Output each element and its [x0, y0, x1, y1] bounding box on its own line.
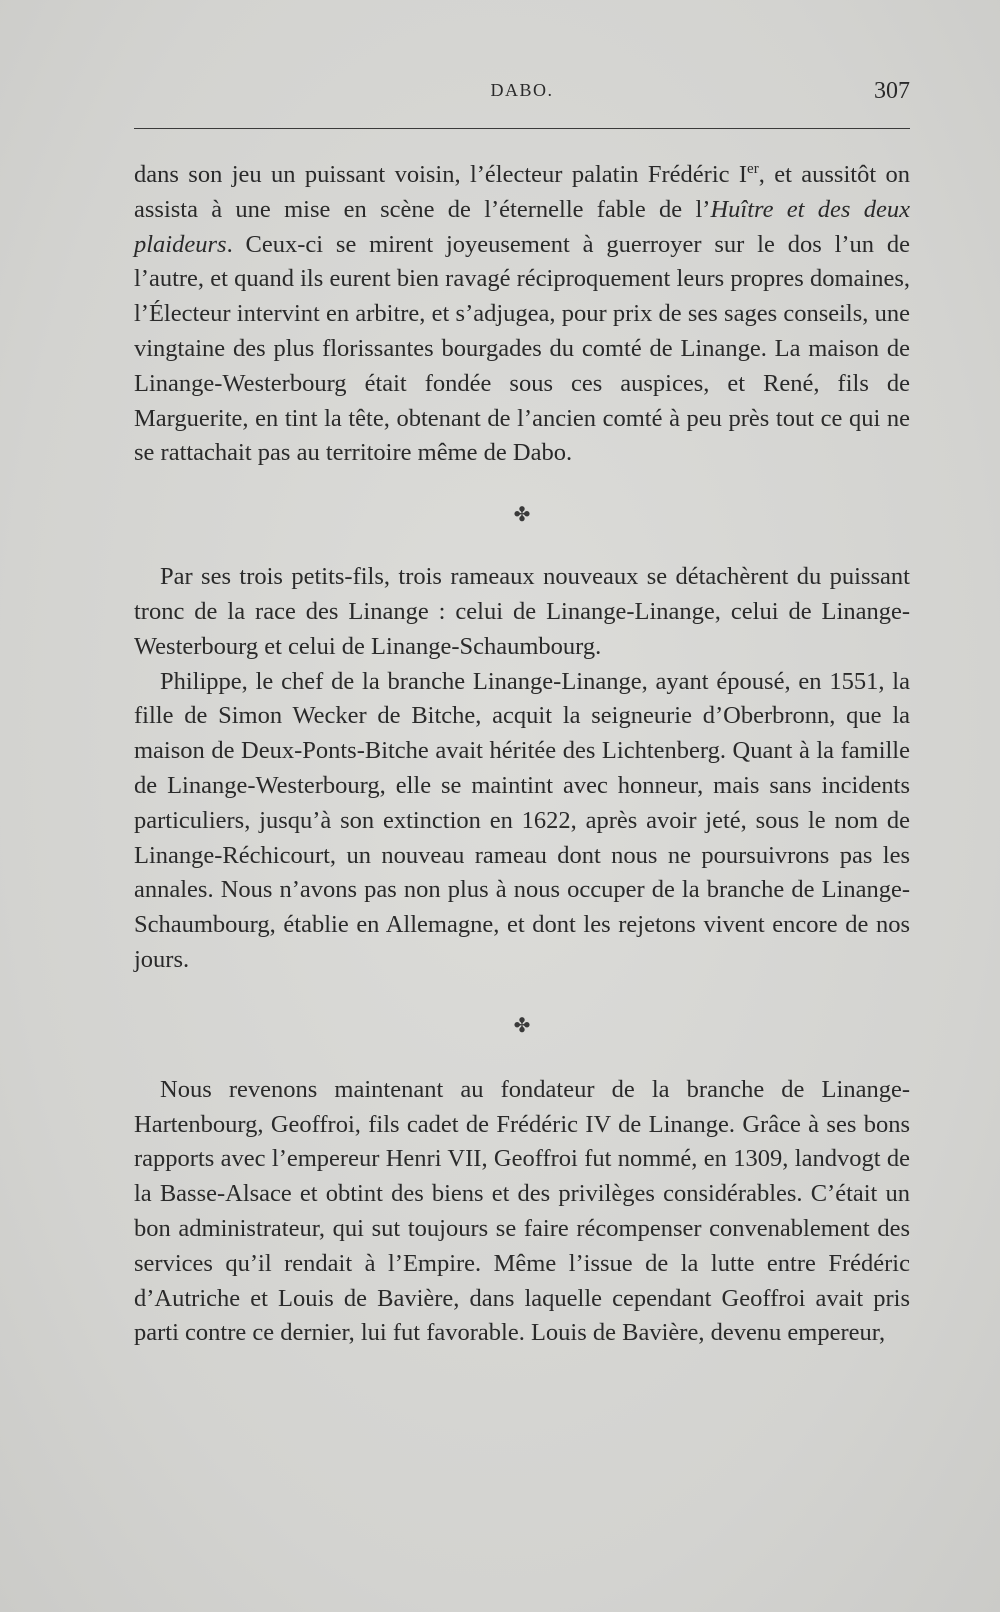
- ordinal-superscript: er: [747, 160, 759, 177]
- body-text: [134, 158, 910, 1351]
- paragraph-1-text-b: , et aussitôt on assista à une mise en scène de l’éternelle fable de l’: [134, 161, 911, 223]
- paragraph-2: Par ses trois petits-fils, trois rameaux nouveaux se détachèrent du puissant tronc de la race des Linange : celui de Linange-Linange, celui de Linange-Westerbourg et celui de Linange-Schaumbourg.: [134, 563, 910, 660]
- running-head: DABO.: [490, 80, 554, 100]
- paragraph-4: Nous revenons maintenant au fondateur de la branche de Linange-Hartenbourg, Geoffroi, fils cadet de Frédéric IV de Linange. Grâce à ses bons rapports avec l’empereur Henri VII, Geoffroi fut nommé, en 1309, landvogt de la Basse-Alsace et obtint des biens et des privilèges considérables. C’était un bon administrateur, qui sut toujours se faire récompenser convenablement des services qu’il rendait à l’Empire. Même l’issue de la lutte entre Frédéric d’Autriche et Louis de Bavière, dans laquelle cependant Geoffroi avait pris parti contre ce dernier, lui fut favorable. Louis de Bavière, devenu empereur,: [134, 1075, 910, 1347]
- paragraph-1-text-a: dans son jeu un puissant voisin, l’électeur palatin Frédéric I: [134, 161, 748, 188]
- header-rule: [134, 128, 910, 129]
- section-ornament-2: ✤: [513, 1014, 531, 1037]
- section-ornament-1: ✤: [513, 504, 531, 527]
- paragraph-1-text-c: . Ceux-ci se mirent joyeusement à guerroyer sur le dos l’un de l’autre, et quand ils eurent bien ravagé réciproquement leurs propres domaines, l’Électeur intervint en arbitre, et s’adjugea, pour prix de ses sages conseils, une vingtaine des plus florissantes bourgades du comté de Linange. La maison de Linange-Westerbourg était fondée sous ces auspices, et René, fils de Marguerite, en tint la tête, obtenant de l’ancien comté à peu près tout ce qui ne se rattachait pas au territoire même de Dabo.: [134, 230, 910, 467]
- fable-title: Huître et des deux plaideurs: [134, 195, 910, 258]
- paragraph-1: [134, 158, 910, 471]
- page-number: 307: [874, 78, 910, 104]
- page-header: [134, 78, 910, 118]
- paragraph-3: Philippe, le chef de la branche Linange-Linange, ayant épousé, en 1551, la fille de Simon Wecker de Bitche, acquit la seigneurie d’Oberbronn, que la maison de Deux-Ponts-Bitche avait héritée des Lichtenberg. Quant à la famille de Linange-Westerbourg, elle se maintint avec honneur, mais sans incidents particuliers, jusqu’à son extinction en 1622, après avoir jeté, sous le nom de Linange-Réchicourt, un nouveau rameau dont nous ne poursuivrons pas les annales. Nous n’avons pas non plus à nous occuper de la branche de Linange-Schaumbourg, établie en Allemagne, et dont les rejetons vivent encore de nos jours.: [134, 667, 910, 973]
